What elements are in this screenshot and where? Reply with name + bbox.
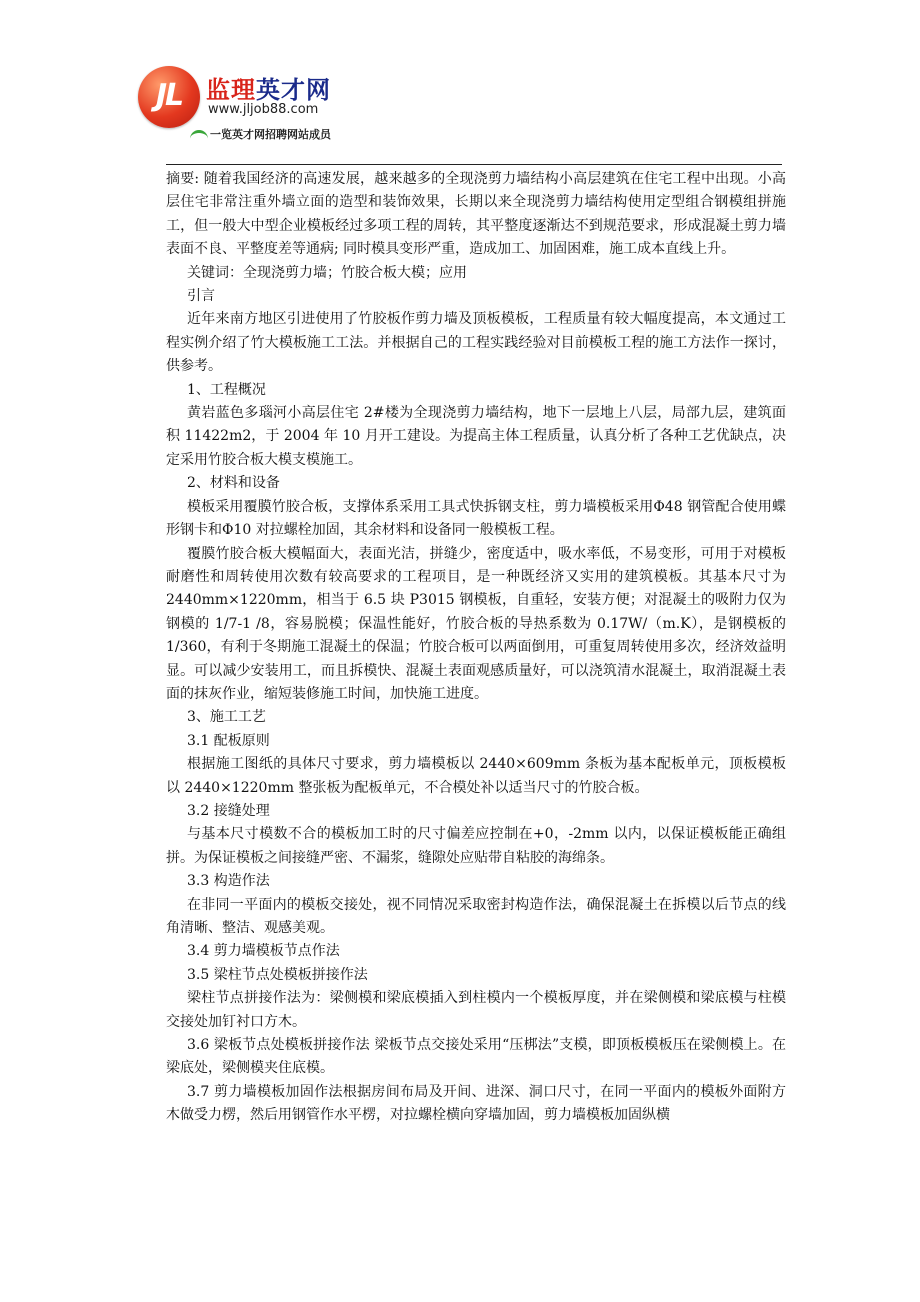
section-heading-3: 3、施工工艺 (187, 709, 266, 726)
keywords-line: 关键词：全现浇剪力墙；竹胶合板大模；应用 (187, 264, 467, 281)
subsection-3-7: 3.7 剪力墙模板加固作法根据房间布局及开间、进深、洞口尺寸，在同一平面内的模板外面附方木做受力楞，然后用钢管作水平楞，对拉螺栓横向穿墙加固，剪力墙模板加固纵横 (166, 1083, 786, 1124)
header-divider (166, 164, 782, 165)
section-heading-1: 1、工程概况 (187, 381, 266, 398)
swoosh-icon (190, 130, 208, 141)
brand-part1: 监理 (206, 76, 256, 104)
body-paragraph: 模板采用覆膜竹胶合板，支撑体系采用工具式快拆钢支柱，剪力墙模板采用Φ48 钢管配合使用蝶形钢卡和Φ10 对拉螺栓加固，其余材料和设备同一般模板工程。 (166, 498, 786, 539)
body-paragraph: 在非同一平面内的模板交接处，视不同情况采取密封构造作法，确保混凝土在拆模以后节点的线角清晰、整洁、观感美观。 (166, 896, 786, 936)
body-paragraph: 覆膜竹胶合板大模幅面大，表面光洁，拼缝少，密度适中，吸水率低，不易变形，可用于对模板耐磨性和周转使用次数有较高要求的工程项目，是一种既经济又实用的建筑模板。其基本尺寸为 2440mm×1220mm，相当于 6.5 块 P3015 钢模板，自重轻，安装方便；对混凝土的吸附力仅为钢模的 1/7-1 /8，容易脱模；保温性能好，竹胶合板的导热系数为 0.17W/（m.K），是钢模板的 1/360，有利于冬期施工混凝土的保温；竹胶合板可以两面倒用，可重复周转使用多次，经济效益明显。可以减少安装用工，而且拆模快、混凝土表面观感质量好，可以浇筑清水混凝土，取消混凝土表面的抹灰作业，缩短装修施工时间，加快施工进度。 (166, 545, 786, 702)
subsection-heading-3-3: 3.3 构造作法 (187, 873, 270, 890)
site-header (138, 62, 458, 148)
brand-part2: 英才网 (256, 76, 331, 104)
subsection-heading-3-1: 3.1 配板原则 (187, 732, 270, 749)
slogan (190, 126, 331, 142)
abstract-paragraph: 摘要: 随着我国经济的高速发展，越来越多的全现浇剪力墙结构小高层建筑在住宅工程中出现。小高层住宅非常注重外墙立面的造型和装饰效果，长期以来全现浇剪力墙结构使用定型组合钢模组拼施工，但一般大中型企业模板经过多项工程的周转，其平整度逐渐达不到规范要求，形成混凝土剪力墙表面不良、平整度差等通病; 同时模具变形严重，造成加工、加固困难，施工成本直线上升。 (166, 171, 786, 258)
subsection-heading-3-5: 3.5 梁柱节点处模板拼接作法 (187, 966, 368, 983)
site-url[interactable]: www.jljob88.com (208, 102, 319, 117)
section-heading-2: 2、材料和设备 (187, 475, 280, 492)
logo-icon[interactable] (138, 66, 200, 128)
logo-letters: JL (155, 78, 183, 113)
brand-name[interactable] (206, 70, 331, 105)
body-paragraph: 近年来南方地区引进使用了竹胶板作剪力墙及顶板模板，工程质量有较大幅度提高，本文通过工程实例介绍了竹大模板施工工法。并根据自己的工程实践经验对目前模板工程的施工方法作一探讨，供参考。 (166, 311, 786, 375)
body-paragraph: 梁柱节点拼接作法为：梁侧模和梁底模插入到柱模内一个模板厚度，并在梁侧模和梁底模与柱模交接处加钉衬口方木。 (166, 990, 786, 1030)
body-paragraph: 根据施工图纸的具体尺寸要求，剪力墙模板以 2440×609mm 条板为基本配板单元，顶板模板以 2440×1220mm 整张板为配板单元，不合模处补以适当尺寸的竹胶合板。 (166, 756, 786, 796)
article-body (166, 168, 786, 1128)
subsection-3-6: 3.6 梁板节点处模板拼接作法 梁板节点交接处采用“压梆法”支模，即顶板模板压在梁侧模上。在梁底处，梁侧模夹住底模。 (166, 1037, 786, 1077)
subsection-heading-3-2: 3.2 接缝处理 (187, 802, 270, 819)
body-paragraph: 与基本尺寸模数不合的模板加工时的尺寸偏差应控制在+0，-2mm 以内，以保证模板能正确组拼。为保证模板之间接缝严密、不漏浆，缝隙处应贴带自粘胶的海绵条。 (166, 826, 786, 866)
slogan-text: 一览英才网招聘网站成员 (210, 128, 331, 141)
body-paragraph: 黄岩蓝色多瑙河小高层住宅 2#楼为全现浇剪力墙结构，地下一层地上八层，局部九层，建筑面积 11422m2，于 2004 年 10 月开工建设。为提高主体工程质量，认真分析了各种工艺优缺点，决定采用竹胶合板大模支模施工。 (166, 405, 786, 468)
subsection-heading-3-4: 3.4 剪力墙模板节点作法 (187, 943, 340, 960)
section-heading-intro: 引言 (187, 288, 215, 305)
